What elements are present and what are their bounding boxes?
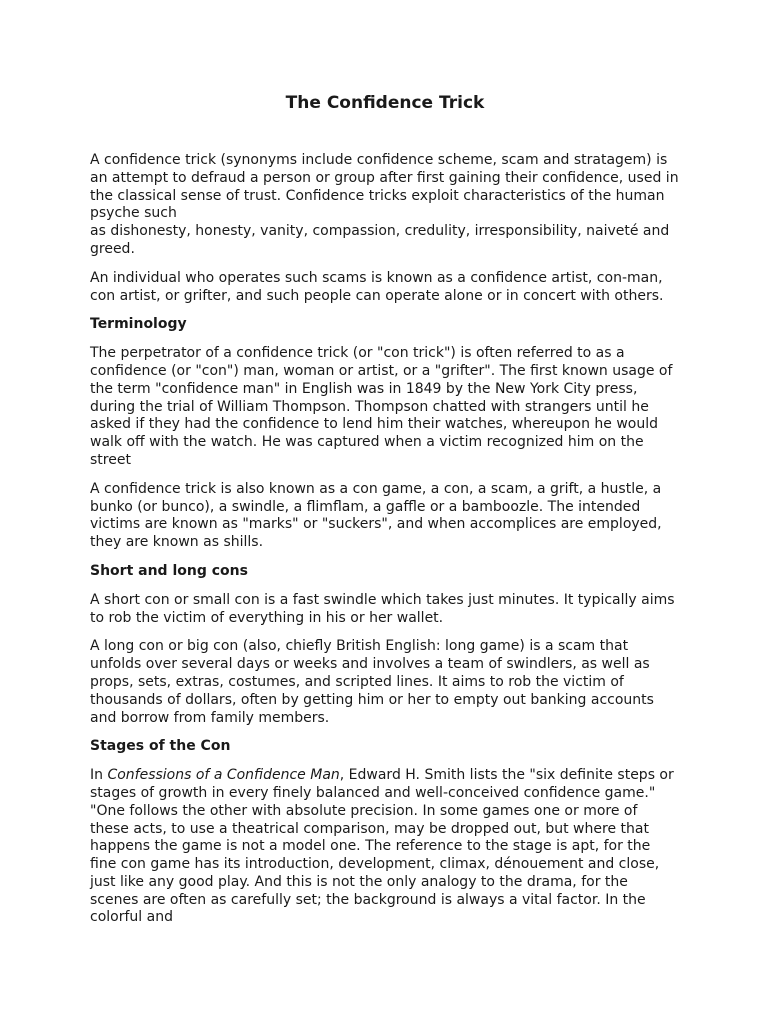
intro-paragraph-1 [90,152,680,259]
long-cons-paragraph: A long con or big con (also, chiefly British English: long game) is a scam that unfolds over several days or weeks and involves a team of swindlers, as well as props, sets, extras, costumes, and scripted lines. It aims to rob the victim of thousands of dollars, often by getting him or her to empty out banking accounts and borrow from family members. [90,638,654,726]
document-title: The Confidence Trick [285,93,485,113]
terminology-heading: Terminology [90,316,187,333]
stages-paragraph [90,767,680,927]
book-title: Confessions of a Confidence Man [107,767,340,784]
intro-paragraph-1-line-1: A confidence trick (synonyms include confidence scheme, scam and stratagem) is an attempt to defraud a person or group after first gaining their confidence, used in the classical sense of trust. Confidence tricks exploit characteristics of the human psyche such [90,152,679,222]
short-long-cons-heading: Short and long cons [90,562,248,579]
short-cons-paragraph: A short con or small con is a fast swindle which takes just minutes. It typically aims to rob the victim of everything in his or her wallet. [90,591,675,626]
document-body [90,152,680,938]
stages-heading: Stages of the Con [90,738,231,755]
intro-paragraph-1-line-2: as dishonesty, honesty, vanity, compassion, credulity, irresponsibility, naiveté and greed. [90,223,670,257]
stages-prefix: In [90,767,108,784]
stages-text: , Edward H. Smith lists the "six definite steps or stages of growth in every finely balanced and well-conceived confidence game." "One follows the other with absolute precision. In some games one or more of these acts, to use a theatrical comparison, may be dropped out, but where that happens the game is not a model one. The reference to the stage is apt, for the fine con game has its introduction, development, climax, dénouement and close, just like any good play. And this is not the only analogy to the drama, for the scenes are often as carefully set; the background is always a vital factor. In the colorful and [90,767,674,926]
intro-paragraph-2: An individual who operates such scams is known as a confidence artist, con-man, con artist, or grifter, and such people can operate alone or in concert with others. [90,269,664,304]
terminology-paragraph-2: A confidence trick is also known as a con game, a con, a scam, a grift, a hustle, a bunko (or bunco), a swindle, a flimflam, a gaffle or a bamboozle. The intended victims are known as "marks" or "suckers", and when accomplices are employed, they are known as shills. [90,480,662,551]
terminology-paragraph-1: The perpetrator of a confidence trick (or "con trick") is often referred to as a confidence (or "con") man, woman or artist, or a "grifter". The first known usage of the term "confidence man" in English was in 1849 by the New York City press, during the trial of William Thompson. Thompson chatted with strangers until he asked if they had the confidence to lend him their watches, whereupon he would walk off with the watch. He was captured when a victim recognized him on the street [90,345,673,468]
